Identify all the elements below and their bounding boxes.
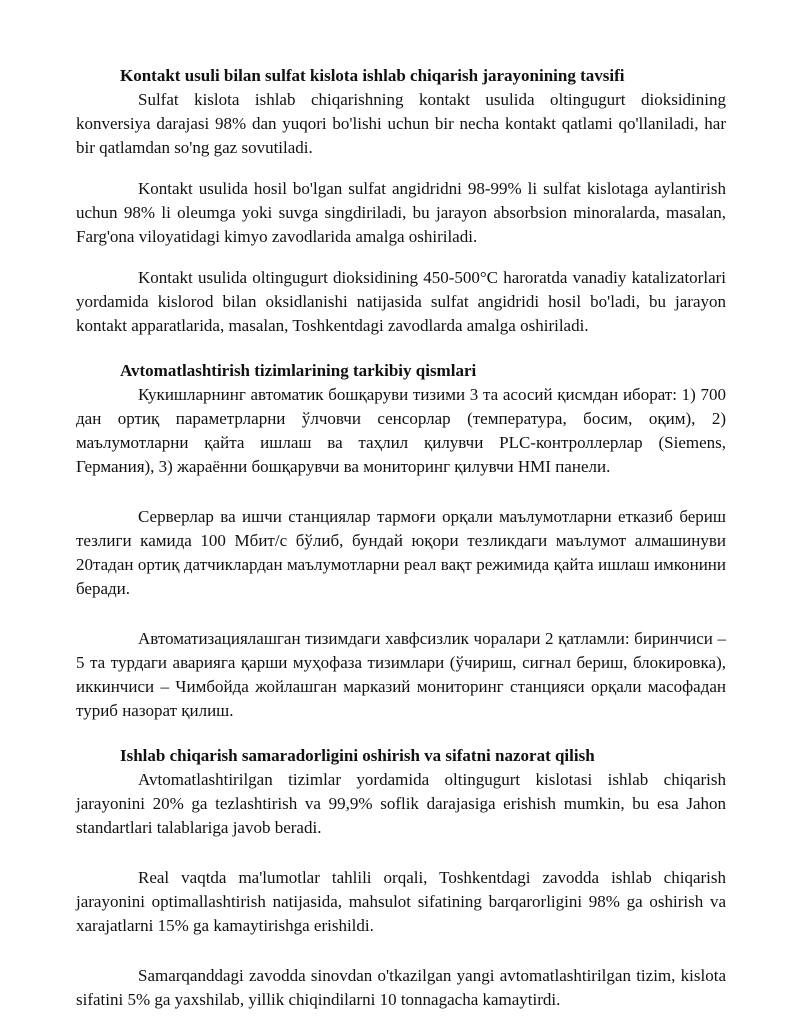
section-spacer: [76, 723, 726, 744]
paragraph-spacer: [76, 938, 726, 964]
paragraph: Avtomatlashtirilgan tizimlar yordamida oltingugurt kislotasi ishlab chiqarish jarayonini 20% ga tezlashtirish va 99,9% soflik darajasiga erishish mumkin, bu esa Jahon standartlari talablariga javob beradi.: [76, 770, 726, 837]
paragraph-spacer: [76, 840, 726, 866]
section-heading-automation-components: Avtomatlashtirish tizimlarining tarkibiy qismlari: [120, 361, 477, 380]
paragraph: Samarqanddagi zavodda sinovdan o'tkazilgan yangi avtomatlashtirilgan tizim, kislota sifatini 5% ga yaxshilab, yillik chiqindilarni 10 tonnagacha kamaytirdi.: [76, 966, 726, 1009]
paragraph-spacer: [76, 249, 726, 266]
paragraph: Кукишларнинг автоматик бошқаруви тизими 3 та асосий қисмдан иборат: 1) 700 дан ортиқ параметрларни ўлчовчи сенсорлар (температура, босим, оқим), 2) маълумотларни қайта ишлаш ва таҳлил қилувчи PLC-контроллерлар (Siemens, Германия), 3) жараённи бошқарувчи ва мониторинг қилувчи HMI панели.: [76, 385, 726, 476]
document-page: [76, 64, 726, 1012]
paragraph-spacer: [76, 479, 726, 505]
paragraph-spacer: [76, 601, 726, 627]
paragraph: Серверлар ва ишчи станциялар тармоғи орқали маълумотларни етказиб бериш тезлиги камида 100 Мбит/с бўлиб, бундай юқори тезликдаги маълумот алмашинуви 20тадан ортиқ датчиклардан маълумотларни реал вақт режимида қайта ишлаш имконини беради.: [76, 507, 726, 598]
paragraph-spacer: [76, 160, 726, 177]
paragraph: Kontakt usulida oltingugurt dioksidining 450-500°C haroratda vanadiy katalizatorlari yordamida kislorod bilan oksidlanishi natijasida sulfat angidridi hosil bo'ladi, bu jarayon kontakt apparatlarida, masalan, Toshkentdagi zavodlarda amalga oshiriladi.: [76, 268, 726, 335]
section-heading-contact-method: Kontakt usuli bilan sulfat kislota ishlab chiqarish jarayonining tavsifi: [120, 66, 625, 85]
paragraph: Автоматизациялашган тизимдаги хавфсизлик чоралари 2 қатламли: биринчиси – 5 та турдаги аварияга қарши муҳофаза тизимлари (ўчириш, сигнал бериш, блокировка), иккинчиси – Чимбойда жойлашган марказий мониторинг станцияси орқали масофадан туриб назорат қилиш.: [76, 629, 726, 720]
paragraph: Sulfat kislota ishlab chiqarishning kontakt usulida oltingugurt dioksidining konversiya darajasi 98% dan yuqori bo'lishi uchun bir necha kontakt qatlami qo'llaniladi, har bir qatlamdan so'ng gaz sovutiladi.: [76, 90, 726, 157]
paragraph: Kontakt usulida hosil bo'lgan sulfat angidridni 98-99% li sulfat kislotaga aylantirish uchun 98% li oleumga yoki suvga singdiriladi, bu jarayon absorbsion minoralarda, masalan, Farg'ona viloyatidagi kimyo zavodlarida amalga oshiriladi.: [76, 179, 726, 246]
section-spacer: [76, 338, 726, 359]
section-heading-efficiency-quality: Ishlab chiqarish samaradorligini oshirish va sifatni nazorat qilish: [120, 746, 595, 765]
paragraph: Real vaqtda ma'lumotlar tahlili orqali, Toshkentdagi zavodda ishlab chiqarish jarayonini optimallashtirish natijasida, mahsulot sifatining barqarorligini 98% ga oshirish va xarajatlarni 15% ga kamaytirishga erishildi.: [76, 868, 726, 935]
